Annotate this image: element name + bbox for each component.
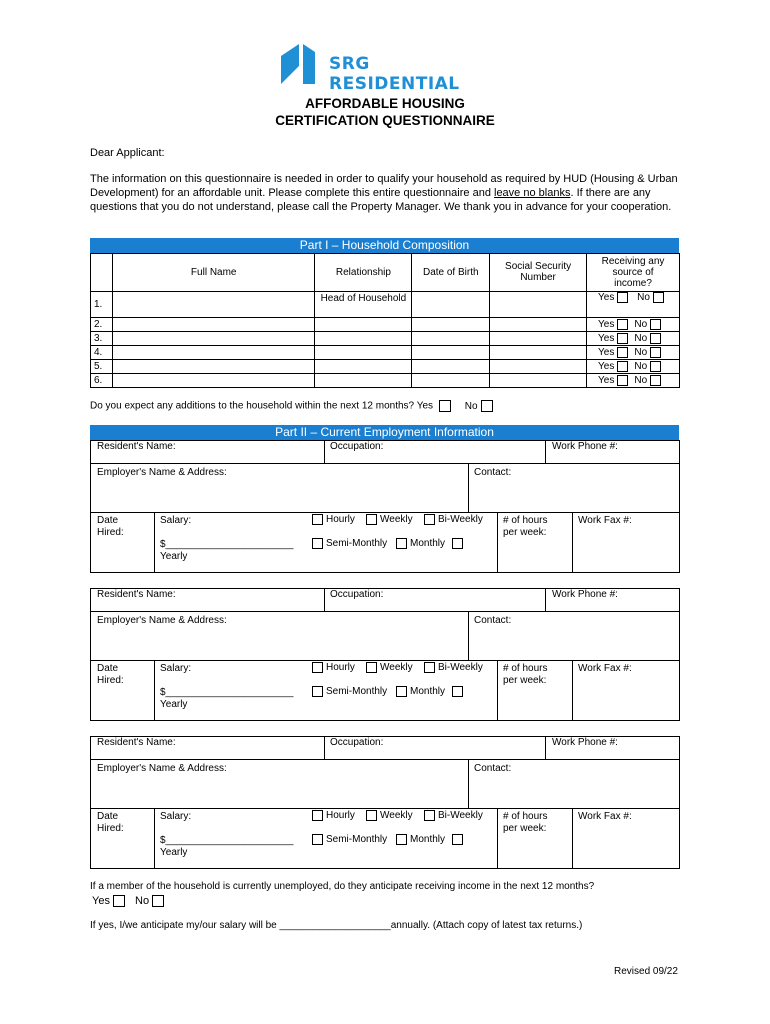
salary-amount-field[interactable]: $_______________________ bbox=[160, 539, 294, 550]
resident-name-label: Resident's Name: bbox=[97, 737, 176, 748]
yes-checkbox[interactable] bbox=[617, 347, 628, 358]
salary-statement: If yes, I/we anticipate my/our salary will be ____________________annually. (Attach copy of latest tax returns.) bbox=[90, 920, 583, 931]
weekly-checkbox[interactable] bbox=[366, 514, 377, 525]
occupation-label: Occupation: bbox=[330, 737, 384, 748]
salary-label: Salary: bbox=[160, 663, 192, 674]
full-name-input[interactable] bbox=[112, 292, 314, 318]
unemployed-no-checkbox[interactable] bbox=[152, 895, 164, 907]
no-checkbox[interactable] bbox=[650, 319, 661, 330]
other-checkbox[interactable] bbox=[452, 538, 463, 549]
employer-label: Employer's Name & Address: bbox=[97, 467, 227, 478]
income-choice: Yes No bbox=[587, 292, 680, 318]
salary-amount-field[interactable]: $_______________________ bbox=[160, 687, 294, 698]
no-checkbox[interactable] bbox=[650, 361, 661, 372]
hourly-checkbox[interactable] bbox=[312, 810, 323, 821]
date-hired-label: Date Hired: bbox=[97, 663, 124, 686]
yearly-label: Yearly bbox=[160, 551, 188, 562]
company-logo bbox=[281, 44, 491, 94]
contact-label: Contact: bbox=[474, 763, 512, 774]
col-full-name: Full Name bbox=[112, 254, 314, 292]
monthly-checkbox[interactable] bbox=[396, 834, 407, 845]
ssn-input[interactable] bbox=[490, 292, 587, 318]
employer-label: Employer's Name & Address: bbox=[97, 615, 227, 626]
additions-question: Do you expect any additions to the household within the next 12 months? Yes No bbox=[90, 400, 496, 412]
unemployed-choice: Yes No bbox=[92, 895, 167, 907]
weekly-checkbox[interactable] bbox=[366, 662, 377, 673]
weekly-checkbox[interactable] bbox=[366, 810, 377, 821]
work-fax-label: Work Fax #: bbox=[578, 663, 632, 674]
table-row: 5. Yes No bbox=[91, 360, 680, 374]
hourly-checkbox[interactable] bbox=[312, 662, 323, 673]
monthly-checkbox[interactable] bbox=[396, 538, 407, 549]
additions-no-checkbox[interactable] bbox=[481, 400, 493, 412]
no-checkbox[interactable] bbox=[650, 333, 661, 344]
table-row: 2. Yes No bbox=[91, 318, 680, 332]
form-title-line2: CERTIFICATION QUESTIONNAIRE bbox=[275, 113, 495, 128]
unemployed-question: If a member of the household is currently unemployed, do they anticipate receiving income in the next 12 months? bbox=[90, 881, 595, 892]
col-income: Receiving any source of income? bbox=[587, 254, 680, 292]
yes-checkbox[interactable] bbox=[617, 361, 628, 372]
no-checkbox[interactable] bbox=[653, 292, 664, 303]
yes-checkbox[interactable] bbox=[617, 333, 628, 344]
table-row: 1. Head of Household Yes No bbox=[91, 292, 680, 318]
table-row: 3. Yes No bbox=[91, 332, 680, 346]
resident-name-label: Resident's Name: bbox=[97, 589, 176, 600]
semimonthly-checkbox[interactable] bbox=[312, 686, 323, 697]
semimonthly-checkbox[interactable] bbox=[312, 834, 323, 845]
other-checkbox[interactable] bbox=[452, 834, 463, 845]
hours-per-week-label: # of hours per week: bbox=[503, 811, 548, 834]
salutation: Dear Applicant: bbox=[90, 147, 165, 159]
form-title-line1: AFFORDABLE HOUSING bbox=[305, 96, 465, 111]
monthly-checkbox[interactable] bbox=[396, 686, 407, 697]
occupation-label: Occupation: bbox=[330, 441, 384, 452]
col-ssn: Social Security Number bbox=[490, 254, 587, 292]
col-relationship: Relationship bbox=[315, 254, 412, 292]
employer-label: Employer's Name & Address: bbox=[97, 763, 227, 774]
semimonthly-checkbox[interactable] bbox=[312, 538, 323, 549]
contact-label: Contact: bbox=[474, 467, 512, 478]
part1-heading: Part I – Household Composition bbox=[90, 238, 679, 253]
yearly-label: Yearly bbox=[160, 847, 188, 858]
biweekly-checkbox[interactable] bbox=[424, 514, 435, 525]
contact-label: Contact: bbox=[474, 615, 512, 626]
table-row: 6. Yes No bbox=[91, 374, 680, 388]
salary-amount-field[interactable]: $_______________________ bbox=[160, 835, 294, 846]
hourly-checkbox[interactable] bbox=[312, 514, 323, 525]
yes-checkbox[interactable] bbox=[617, 375, 628, 386]
hours-per-week-label: # of hours per week: bbox=[503, 515, 548, 538]
date-hired-label: Date Hired: bbox=[97, 515, 124, 538]
yearly-label: Yearly bbox=[160, 699, 188, 710]
work-phone-label: Work Phone #: bbox=[552, 589, 618, 600]
revised-date: Revised 09/22 bbox=[614, 966, 678, 977]
col-dob: Date of Birth bbox=[412, 254, 490, 292]
salary-label: Salary: bbox=[160, 811, 192, 822]
date-hired-label: Date Hired: bbox=[97, 811, 124, 834]
biweekly-checkbox[interactable] bbox=[424, 810, 435, 821]
unemployed-yes-checkbox[interactable] bbox=[113, 895, 125, 907]
occupation-label: Occupation: bbox=[330, 589, 384, 600]
additions-yes-checkbox[interactable] bbox=[439, 400, 451, 412]
no-checkbox[interactable] bbox=[650, 375, 661, 386]
work-fax-label: Work Fax #: bbox=[578, 515, 632, 526]
part2-heading: Part II – Current Employment Information bbox=[90, 425, 679, 440]
hours-per-week-label: # of hours per week: bbox=[503, 663, 548, 686]
biweekly-checkbox[interactable] bbox=[424, 662, 435, 673]
household-table bbox=[90, 253, 680, 388]
dob-input[interactable] bbox=[412, 292, 490, 318]
yes-checkbox[interactable] bbox=[617, 292, 628, 303]
work-phone-label: Work Phone #: bbox=[552, 441, 618, 452]
table-row: 4. Yes No bbox=[91, 346, 680, 360]
logo-mark-icon bbox=[281, 44, 321, 84]
intro-paragraph: The information on this questionnaire is needed in order to qualify your household as required by HUD (Housing & Urban Development) for an affordable unit. Please complete this entire questionnaire and leave no blanks. If there are any questions that you do not understand, please call the Property Manager. We thank you in advance for your cooperation. bbox=[90, 173, 678, 213]
other-checkbox[interactable] bbox=[452, 686, 463, 697]
yes-checkbox[interactable] bbox=[617, 319, 628, 330]
no-checkbox[interactable] bbox=[650, 347, 661, 358]
work-phone-label: Work Phone #: bbox=[552, 737, 618, 748]
resident-name-label: Resident's Name: bbox=[97, 441, 176, 452]
work-fax-label: Work Fax #: bbox=[578, 811, 632, 822]
salary-label: Salary: bbox=[160, 515, 192, 526]
brand-name: SRG RESIDENTIAL bbox=[329, 54, 460, 94]
